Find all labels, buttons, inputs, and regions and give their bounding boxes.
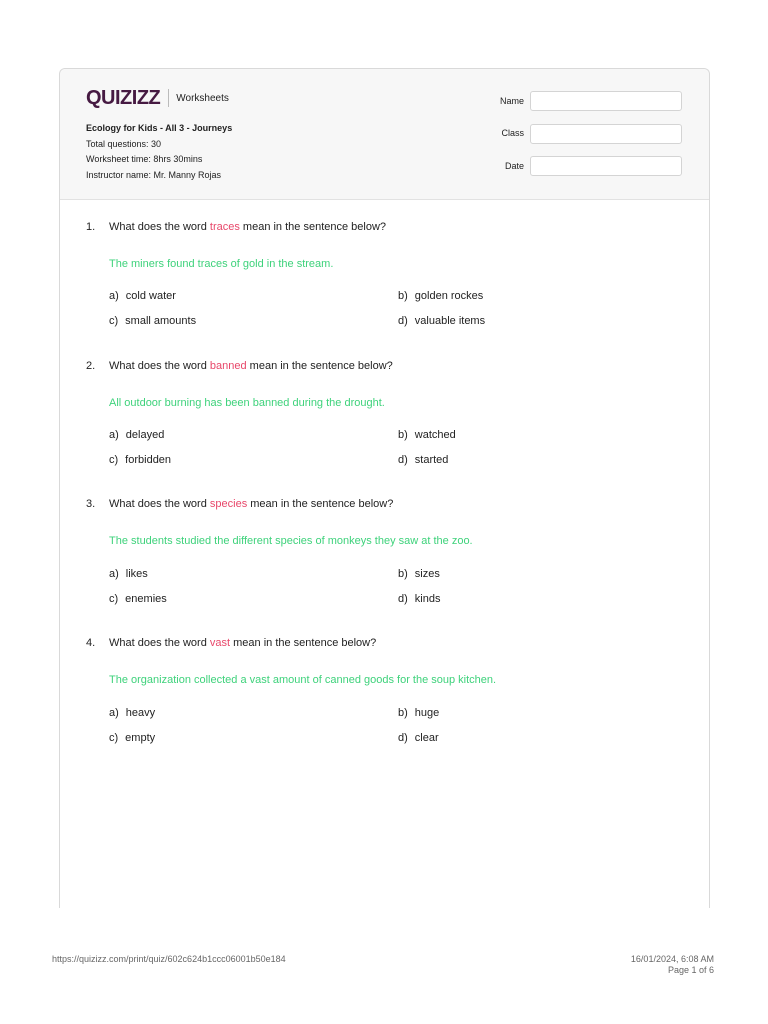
question-prefix: What does the word bbox=[109, 637, 210, 649]
name-field[interactable] bbox=[530, 91, 682, 111]
highlighted-word: traces bbox=[209, 221, 240, 233]
option-a: a) delayed bbox=[109, 429, 165, 441]
option-d: d) valuable items bbox=[398, 315, 486, 327]
worksheet-page bbox=[59, 68, 710, 908]
option-a: a) likes bbox=[109, 568, 148, 580]
question-suffix: mean in the sentence below? bbox=[239, 221, 387, 233]
option-a: a) heavy bbox=[109, 707, 156, 719]
option-b: b) golden rockes bbox=[398, 290, 484, 302]
example-sentence: The students studied the different species of monkeys they saw at the zoo. bbox=[109, 535, 473, 547]
question-prefix: What does the word bbox=[109, 360, 210, 372]
worksheet-header bbox=[60, 69, 709, 200]
option-a: a) cold water bbox=[109, 290, 176, 302]
question-text bbox=[109, 498, 393, 510]
page-url: https://quizizz.com/print/quiz/602c624b1ccc06001b50e184 bbox=[52, 954, 286, 964]
option-b: b) huge bbox=[398, 707, 440, 719]
example-sentence: The miners found traces of gold in the stream. bbox=[109, 258, 334, 270]
option-c: c) empty bbox=[109, 732, 156, 744]
date-label: Date bbox=[504, 161, 524, 171]
option-b: b) watched bbox=[398, 429, 456, 441]
logo-divider bbox=[168, 89, 169, 107]
option-c: c) enemies bbox=[109, 593, 167, 605]
question-suffix: mean in the sentence below? bbox=[230, 637, 377, 649]
example-sentence: All outdoor burning has been banned during the drought. bbox=[109, 397, 385, 409]
highlighted-word: species bbox=[209, 498, 248, 510]
logo-subtitle: Worksheets bbox=[176, 92, 229, 104]
class-field[interactable] bbox=[530, 124, 682, 144]
question-text bbox=[109, 360, 393, 372]
name-label: Name bbox=[499, 96, 524, 106]
question-suffix: mean in the sentence below? bbox=[247, 498, 394, 510]
worksheet-title: Ecology for Kids - All 3 - Journeys bbox=[86, 123, 233, 133]
option-d: d) started bbox=[398, 454, 449, 466]
worksheet-meta bbox=[86, 121, 232, 183]
worksheet-time: Worksheet time: 8hrs 30mins bbox=[86, 154, 203, 164]
option-d: d) kinds bbox=[398, 593, 441, 605]
option-b: b) sizes bbox=[398, 568, 440, 580]
question-text bbox=[109, 221, 386, 233]
page-number: Page 1 of 6 bbox=[667, 965, 714, 975]
instructor-name: Instructor name: Mr. Manny Rojas bbox=[86, 169, 222, 180]
quizizz-logo: QUIZIZZ bbox=[86, 87, 161, 109]
question-prefix: What does the word bbox=[109, 498, 210, 510]
option-c: c) forbidden bbox=[109, 454, 172, 466]
question-text bbox=[109, 637, 376, 649]
question-number: 1. bbox=[86, 221, 96, 233]
option-c: c) small amounts bbox=[109, 315, 197, 327]
class-label: Class bbox=[501, 128, 524, 138]
highlighted-word: vast bbox=[209, 637, 231, 649]
question-prefix: What does the word bbox=[109, 221, 210, 233]
page-footer-info bbox=[631, 954, 714, 976]
highlighted-word: banned bbox=[209, 360, 247, 372]
question-suffix: mean in the sentence below? bbox=[246, 360, 393, 372]
date-field[interactable] bbox=[530, 156, 682, 176]
brand bbox=[86, 87, 229, 109]
print-datetime: 16/01/2024, 6:08 AM bbox=[630, 954, 714, 964]
question-number: 4. bbox=[86, 637, 96, 649]
option-d: d) clear bbox=[398, 732, 439, 744]
question-number: 2. bbox=[86, 360, 96, 372]
example-sentence: The organization collected a vast amount of canned goods for the soup kitchen. bbox=[109, 674, 497, 686]
question-number: 3. bbox=[86, 498, 96, 510]
total-questions: Total questions: 30 bbox=[86, 138, 162, 149]
